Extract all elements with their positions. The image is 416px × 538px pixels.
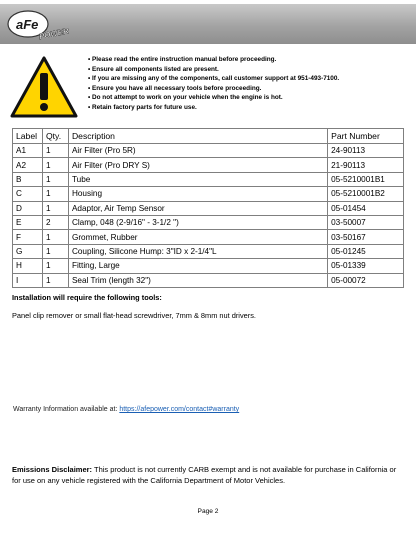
table-row <box>13 215 404 229</box>
cell-part-number: 05-01454 <box>328 201 404 215</box>
cell-part-number: 05-5210001B1 <box>328 172 404 186</box>
cell-part-number: 05-01339 <box>328 259 404 273</box>
table-row <box>13 201 404 215</box>
table-row <box>13 273 404 287</box>
warranty-label: Warranty Information available at: <box>13 406 120 413</box>
cell-description: Tube <box>68 172 327 186</box>
cell-description: Grommet, Rubber <box>68 230 327 244</box>
svg-text:POWER: POWER <box>38 26 70 42</box>
header-description: Description <box>68 129 327 144</box>
afe-power-logo <box>6 8 72 42</box>
warning-item: • Do not attempt to work on your vehicle when the engine is hot. <box>88 93 408 103</box>
cell-description: Housing <box>68 187 327 201</box>
cell-description: Air Filter (Pro 5R) <box>68 144 327 158</box>
cell-description: Fitting, Large <box>68 259 327 273</box>
warranty-link[interactable]: https://afepower.com/contact#warranty <box>119 406 240 413</box>
svg-text:aFe: aFe <box>16 17 39 32</box>
table-row <box>13 172 404 186</box>
cell-label: C <box>13 187 43 201</box>
cell-qty: 1 <box>42 244 68 258</box>
cell-label: H <box>13 259 43 273</box>
install-tools-text: Panel clip remover or small flat-head screwdriver, 7mm & 8mm nut drivers. <box>12 311 256 320</box>
page-number: Page 2 <box>197 508 219 515</box>
table-row <box>13 144 404 158</box>
cell-description: Seal Trim (length 32") <box>68 273 327 287</box>
cell-label: A1 <box>13 144 43 158</box>
cell-qty: 1 <box>42 201 68 215</box>
header-part-number: Part Number <box>328 129 404 144</box>
emissions-text: This product is not currently CARB exempt and is not available for purchase in California or for use on any vehicle registered with the California Department of Motor Vehicles. <box>12 465 397 485</box>
cell-part-number: 03-50007 <box>328 215 404 229</box>
cell-part-number: 24-90113 <box>328 144 404 158</box>
install-tools-heading: Installation will require the following tools: <box>12 293 162 302</box>
warning-item: • Ensure all components listed are present. <box>88 65 408 75</box>
cell-description: Coupling, Silicone Hump: 3"ID x 2-1/4"L <box>68 244 327 258</box>
cell-qty: 1 <box>42 187 68 201</box>
warranty-info <box>13 406 239 413</box>
emissions-disclaimer <box>12 464 404 486</box>
cell-part-number: 05-00072 <box>328 273 404 287</box>
cell-description: Adaptor, Air Temp Sensor <box>68 201 327 215</box>
cell-qty: 1 <box>42 172 68 186</box>
cell-qty: 2 <box>42 215 68 229</box>
cell-label: E <box>13 215 43 229</box>
header-label: Label <box>13 129 43 144</box>
parts-table-body <box>13 144 404 288</box>
table-row <box>13 259 404 273</box>
table-row <box>13 158 404 172</box>
warning-item: • Retain factory parts for future use. <box>88 103 408 113</box>
table-header-row <box>13 129 404 144</box>
warning-triangle-icon <box>9 55 79 119</box>
cell-part-number: 21-90113 <box>328 158 404 172</box>
cell-qty: 1 <box>42 259 68 273</box>
cell-label: I <box>13 273 43 287</box>
cell-qty: 1 <box>42 273 68 287</box>
cell-label: F <box>13 230 43 244</box>
cell-part-number: 05-01245 <box>328 244 404 258</box>
cell-label: A2 <box>13 158 43 172</box>
cell-part-number: 03-50167 <box>328 230 404 244</box>
table-row <box>13 244 404 258</box>
warning-item: • Ensure you have all necessary tools before proceeding. <box>88 84 408 94</box>
cell-qty: 1 <box>42 158 68 172</box>
warning-item: • If you are missing any of the components, call customer support at 951-493-7100. <box>88 74 408 84</box>
cell-description: Clamp, 048 (2-9/16" - 3-1/2 ") <box>68 215 327 229</box>
emissions-label: Emissions Disclaimer: <box>12 465 93 474</box>
cell-description: Air Filter (Pro DRY S) <box>68 158 327 172</box>
table-row <box>13 230 404 244</box>
cell-label: B <box>13 172 43 186</box>
cell-label: D <box>13 201 43 215</box>
warning-item: • Please read the entire instruction manual before proceeding. <box>88 55 408 65</box>
cell-qty: 1 <box>42 230 68 244</box>
safety-warnings-list <box>88 55 408 113</box>
cell-qty: 1 <box>42 144 68 158</box>
cell-part-number: 05-5210001B2 <box>328 187 404 201</box>
parts-table <box>12 128 404 288</box>
cell-label: G <box>13 244 43 258</box>
table-row <box>13 187 404 201</box>
header-qty: Qty. <box>42 129 68 144</box>
